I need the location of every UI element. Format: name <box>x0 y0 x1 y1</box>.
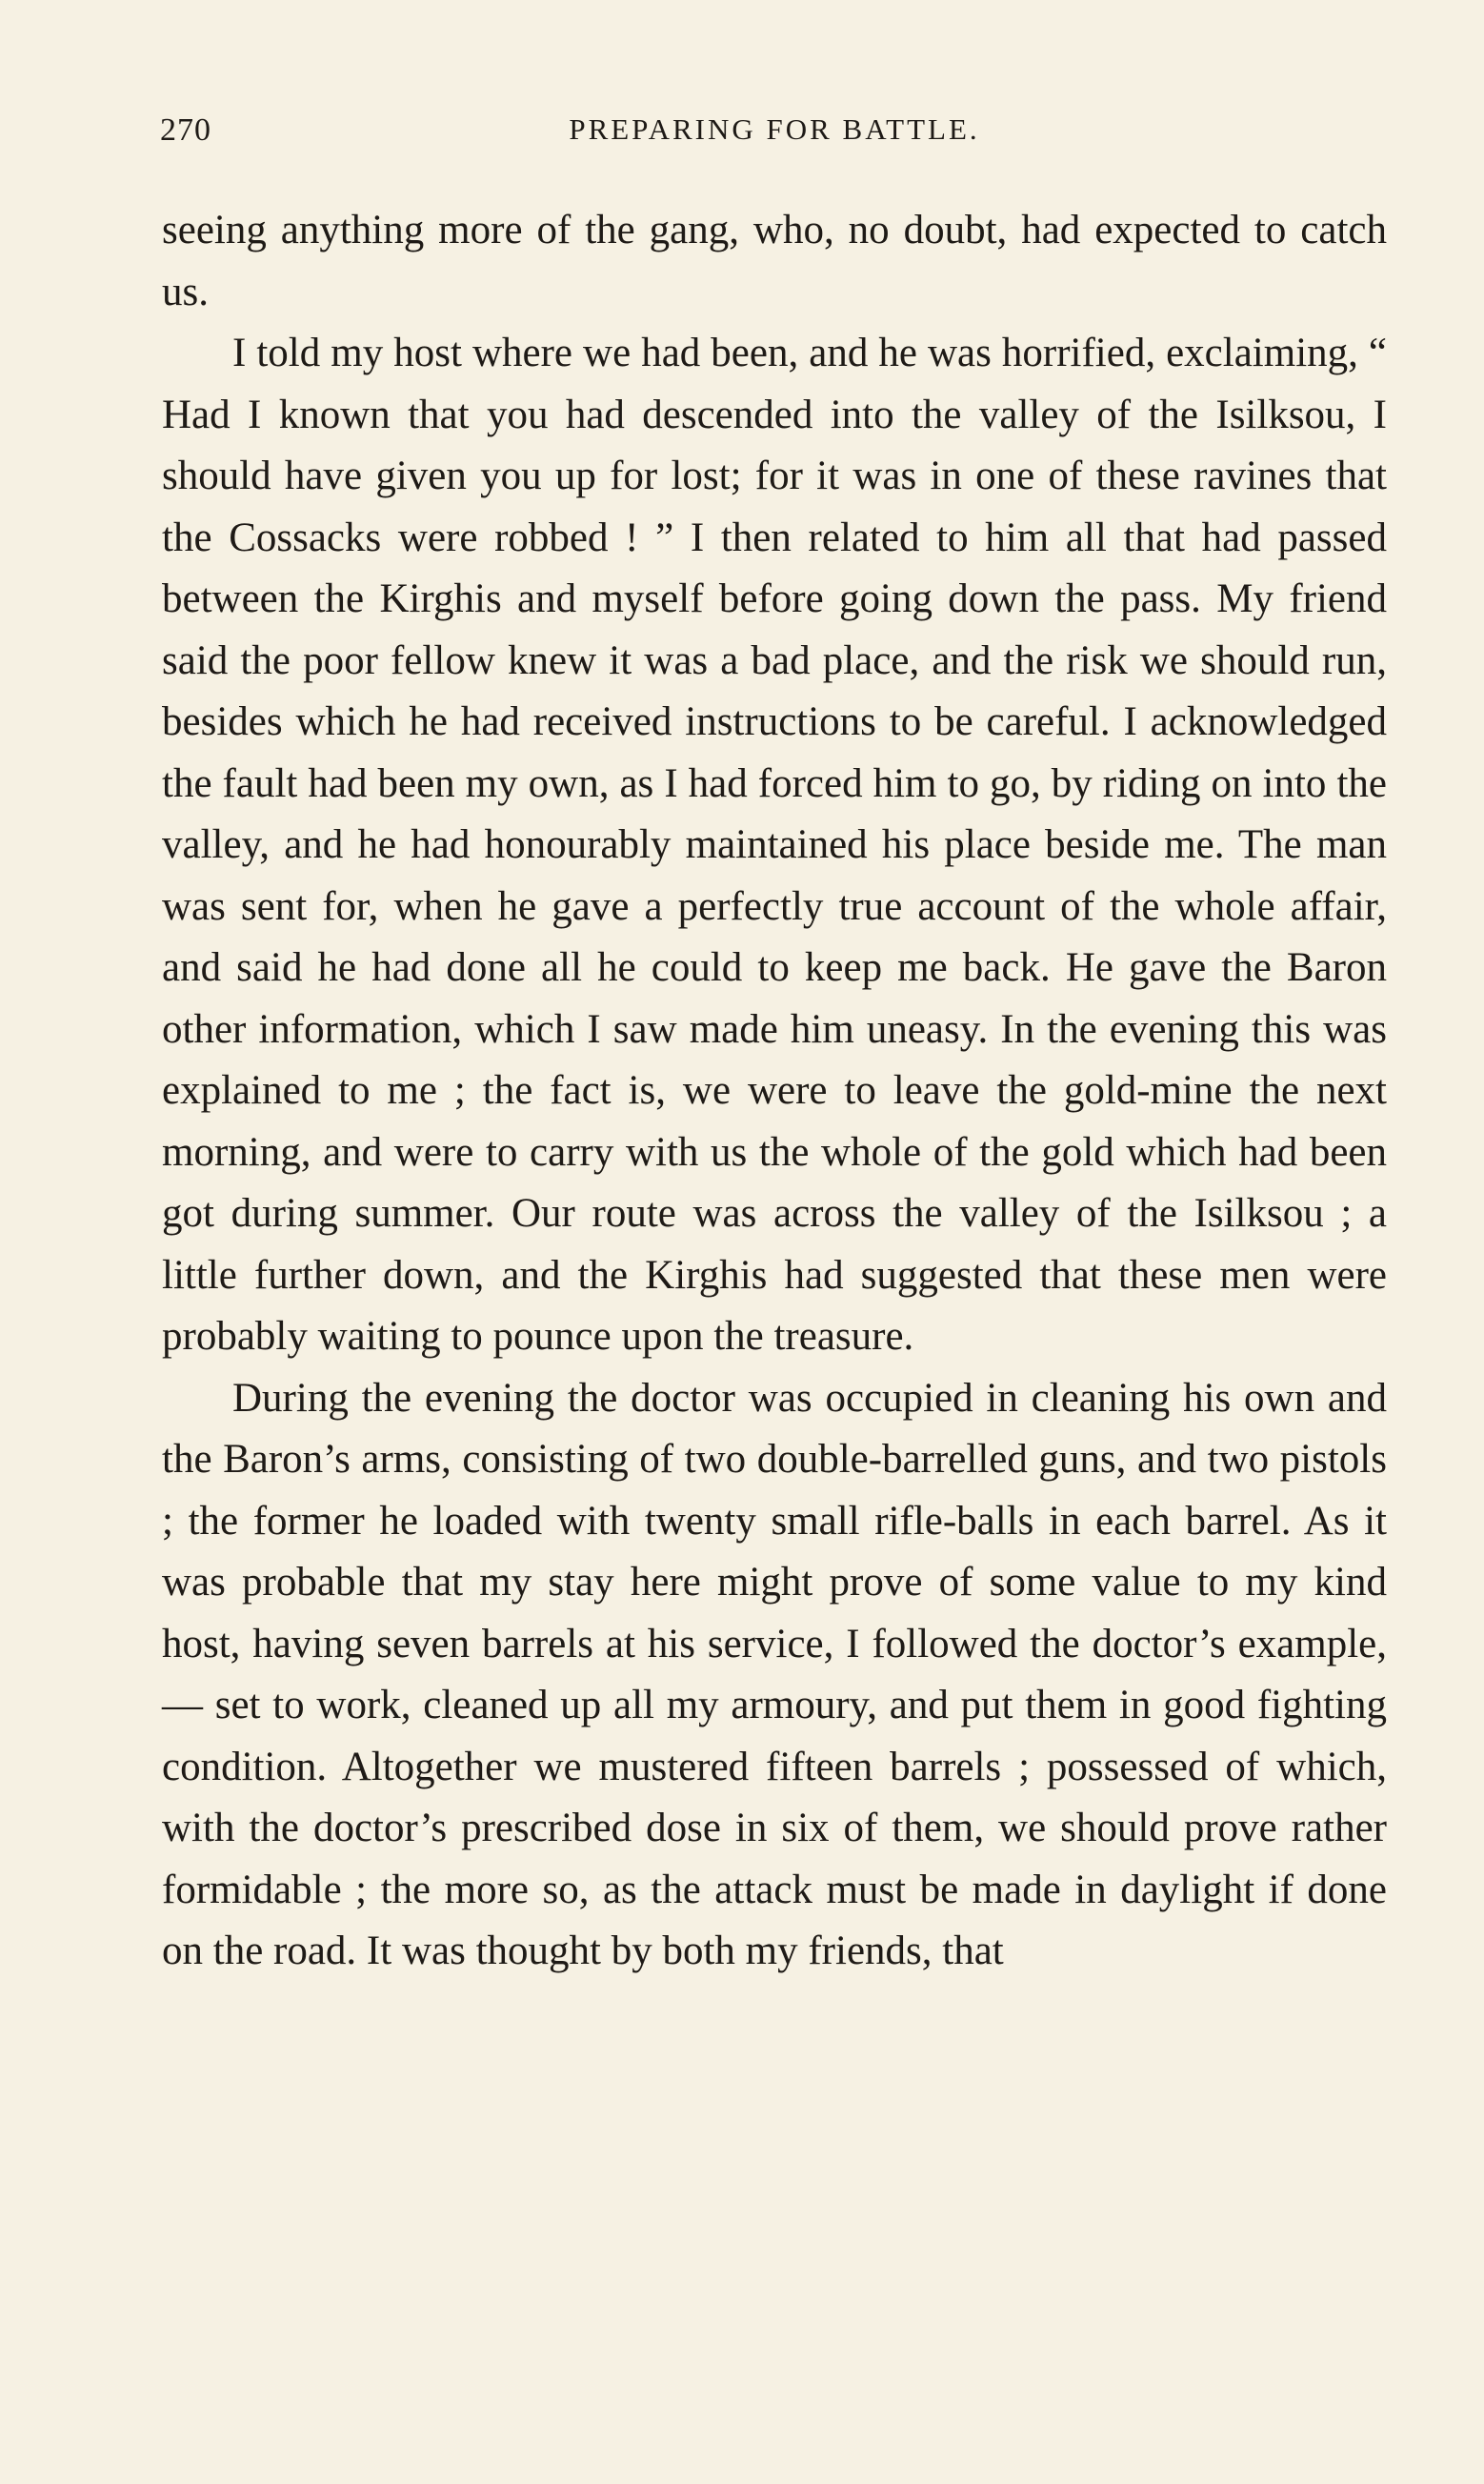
paragraph: During the evening the doctor was occupied in cleaning his own and the Baron’s arms, consisting of two double-barrelled guns, and two pistols ; the former he loaded with twenty small rifle-balls in each barrel. As it was probable that my stay here might prove of some value to my kind host, having seven barrels at his service, I followed the doctor’s example, — set to work, cleaned up all my armoury, and put them in good fighting condition. Altogether we mustered fifteen barrels ; possessed of which, with the doctor’s prescribed dose in six of them, we should prove rather formidable ; the more so, as the attack must be made in daylight if done on the road. It was thought by both my friends, that <box>162 1375 1387 1973</box>
paragraph: I told my host where we had been, and he was horrified, exclaiming, “ Had I known that you had descended into the valley of the Isilksou, I should have given you up for lost; for it was in one of these ravines that the Cossacks were robbed ! ” I then related to him all that had passed between the Kirghis and myself before going down the pass. My friend said the poor fellow knew it was a bad place, and the risk we should run, besides which he had received instructions to be careful. I acknowledged the fault had been my own, as I had forced him to go, by riding on into the valley, and he had honourably maintained his place beside me. The man was sent for, when he gave a perfectly true account of the whole affair, and said he had done all he could to keep me back. He gave the Baron other information, which I saw made him uneasy. In the evening this was explained to me ; the fact is, we were to leave the gold-mine the next morning, and were to carry with us the whole of the gold which had been got during summer. Our route was across the valley of the Isilksou ; a little further down, and the Kirghis had suggested that these men were probably waiting to pounce upon the treasure. <box>162 331 1387 1359</box>
page-number: 270 <box>160 112 211 148</box>
page-header <box>160 112 1389 170</box>
paragraph-continued: seeing anything more of the gang, who, no doubt, had expected to catch us. <box>162 208 1387 314</box>
running-head: PREPARING FOR BATTLE. <box>569 112 980 146</box>
body-text <box>162 200 1387 1983</box>
